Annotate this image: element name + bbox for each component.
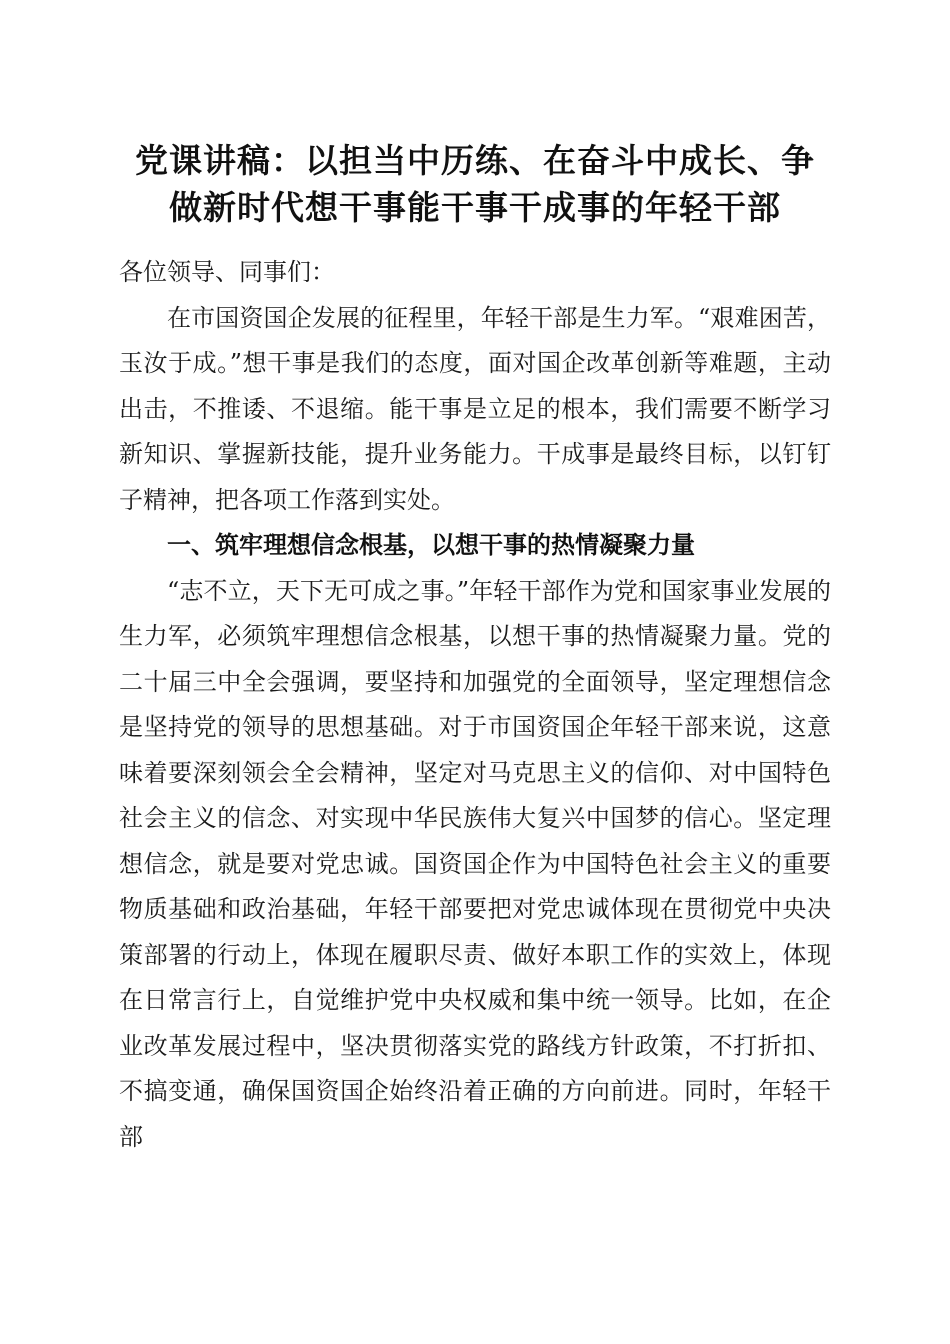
section-1-heading: 一、筑牢理想信念根基，以想干事的热情凝聚力量 (167, 531, 695, 559)
section-1-paragraph: “志不立，天下无可成之事。”年轻干部作为党和国家事业发展的生力军，必须筑牢理想信念根基，以想干事的热情凝聚力量。党的二十届三中全会强调，要坚持和加强党的全面领导，坚定理想信念是坚持党的领导的思想基础。对于市国资国企年轻干部来说，这意味着要深刻领会全会精神，坚定对马克思主义的信仰、对中国特色社会主义的信念、对实现中华民族伟大复兴中国梦的信心。坚定理想信念，就是要对党忠诚。国资国企作为中国特色社会主义的重要物质基础和政治基础，年轻干部要把对党忠诚体现在贯彻党中央决策部署的行动上，体现在履职尽责、做好本职工作的实效上，体现在日常言行上，自觉维护党中央权威和集中统一领导。比如，在企业改革发展过程中，坚决贯彻落实党的路线方针政策，不打折扣、不搞变通，确保国资国企始终沿着正确的方向前进。同时，年轻干部 (119, 576, 831, 1151)
document-title (100, 137, 850, 231)
intro-paragraph: 在市国资国企发展的征程里，年轻干部是生力军。“艰难困苦，玉汝于成。”想干事是我们的态度，面对国企改革创新等难题，主动出击，不推诿、不退缩。能干事是立足的根本，我们需要不断学习新知识、掌握新技能，提升业务能力。干成事是最终目标，以钉钉子精神，把各项工作落到实处。 (119, 303, 831, 514)
title-line-2: 做新时代想干事能干事干成事的年轻干部 (169, 188, 781, 227)
document-body (119, 250, 831, 1160)
title-line-1: 党课讲稿：以担当中历练、在奋斗中成长、争 (135, 141, 815, 180)
greeting: 各位领导、同事们： (119, 258, 335, 286)
